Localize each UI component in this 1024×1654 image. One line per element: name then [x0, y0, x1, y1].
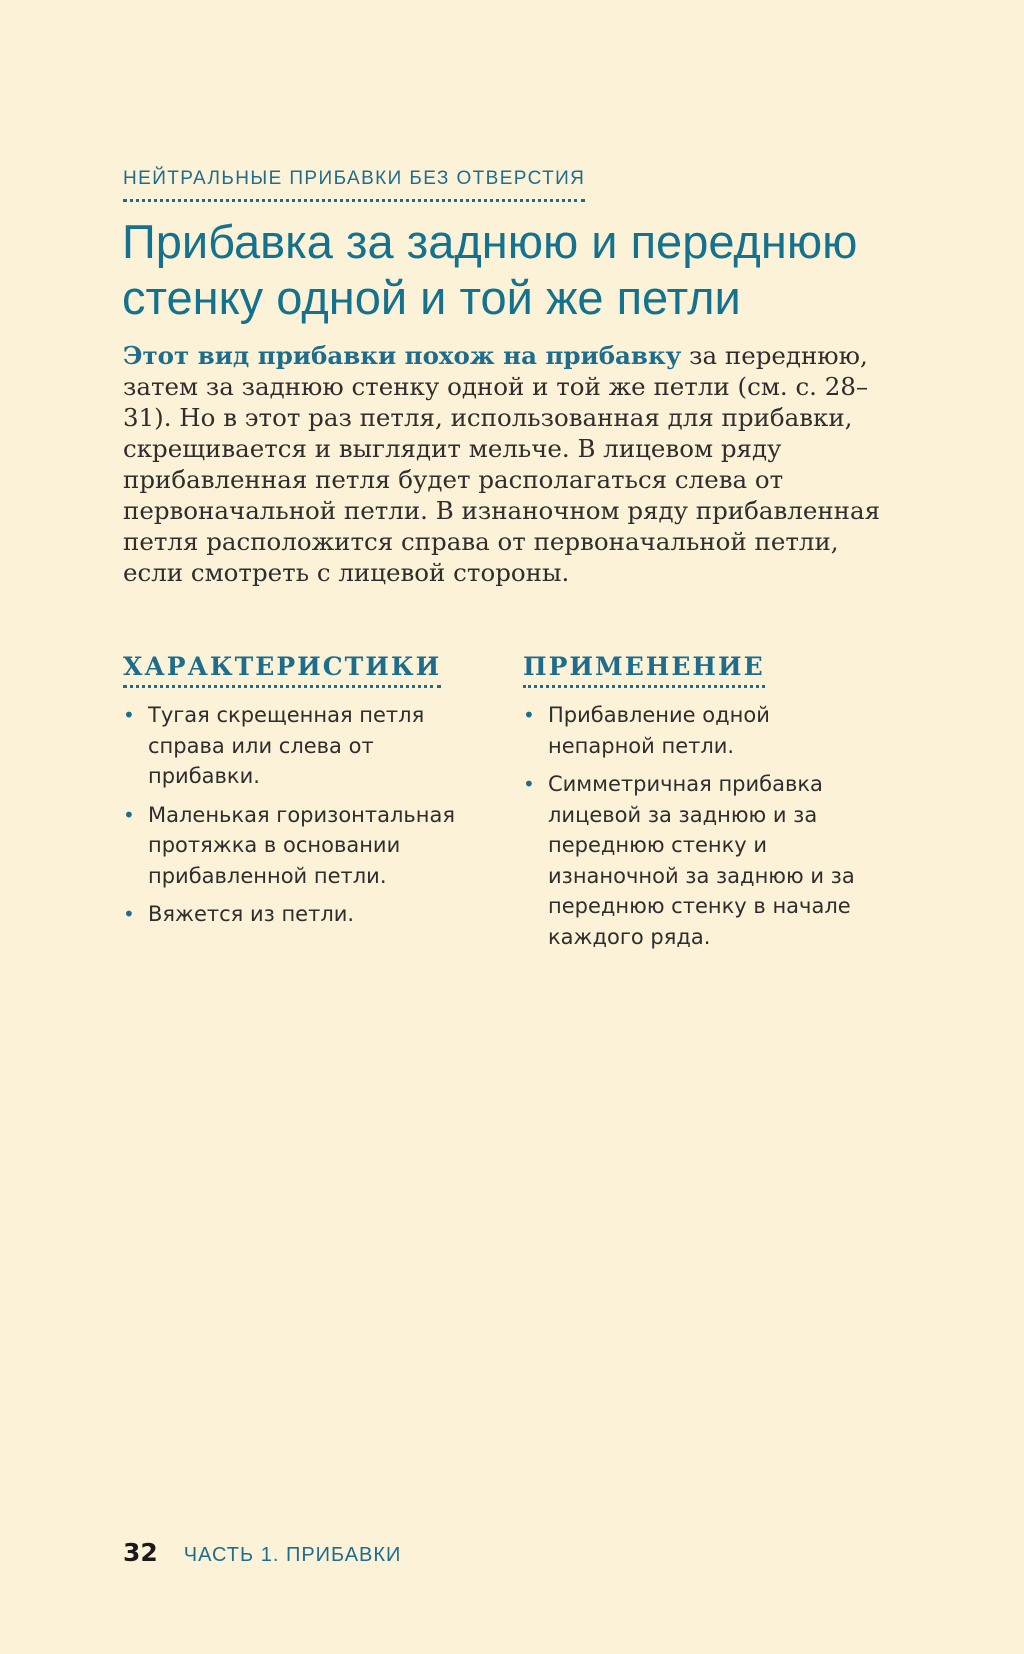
list-item: [123, 700, 473, 792]
application-column: [523, 652, 883, 960]
application-heading: ПРИМЕНЕНИЕ: [523, 652, 765, 688]
bullet-icon: •: [523, 772, 535, 796]
bullet-icon: •: [123, 802, 135, 827]
list-item: [523, 769, 883, 952]
bullet-icon: •: [123, 703, 135, 727]
application-list: [523, 700, 883, 952]
list-item-text: Тугая скрещенная петля справа или слева от прибавки.: [148, 703, 425, 788]
page-footer: [123, 1538, 401, 1567]
page-title: Прибавка за заднюю и переднюю стенку одной и той же петли: [122, 215, 858, 324]
characteristics-heading: ХАРАКТЕРИСТИКИ: [123, 652, 441, 688]
intro-body: за переднюю, затем за заднюю стенку одной и той же петли (см. с. 28–31). Но в этот раз петля, использованная для прибавки, скрещивается и выглядит мельче. В лицевом ряду прибавленная петля будет располагаться слева от первоначальной петли. В изнаночном ряду прибавленная петля расположится справа от первоначальной петли, если смотреть с лицевой стороны.: [123, 341, 881, 587]
characteristics-list: [123, 700, 473, 930]
running-title: ЧАСТЬ 1. ПРИБАВКИ: [183, 1544, 402, 1566]
list-item-text: Маленькая горизонтальная протяжка в основании прибавленной петли.: [148, 802, 456, 888]
intro-lead: Этот вид прибавки похож на прибавку: [123, 341, 682, 370]
characteristics-column: [123, 652, 473, 938]
section-label: НЕЙТРАЛЬНЫЕ ПРИБАВКИ БЕЗ ОТВЕРСТИЯ: [123, 168, 585, 202]
bullet-icon: •: [123, 902, 135, 926]
list-item-text: Прибавление одной непарной петли.: [548, 703, 770, 758]
intro-paragraph: [123, 340, 883, 588]
bullet-icon: •: [523, 703, 535, 727]
list-item: [123, 800, 473, 892]
page-number: 32: [123, 1538, 158, 1567]
list-item: [523, 700, 883, 761]
list-item-text: Симметричная прибавка лицевой за заднюю и за переднюю стенку и изнаночной за заднюю и за переднюю стенку в начале каждого ряда.: [548, 772, 855, 949]
list-item: [123, 899, 473, 930]
list-item-text: Вяжется из петли.: [148, 902, 355, 926]
